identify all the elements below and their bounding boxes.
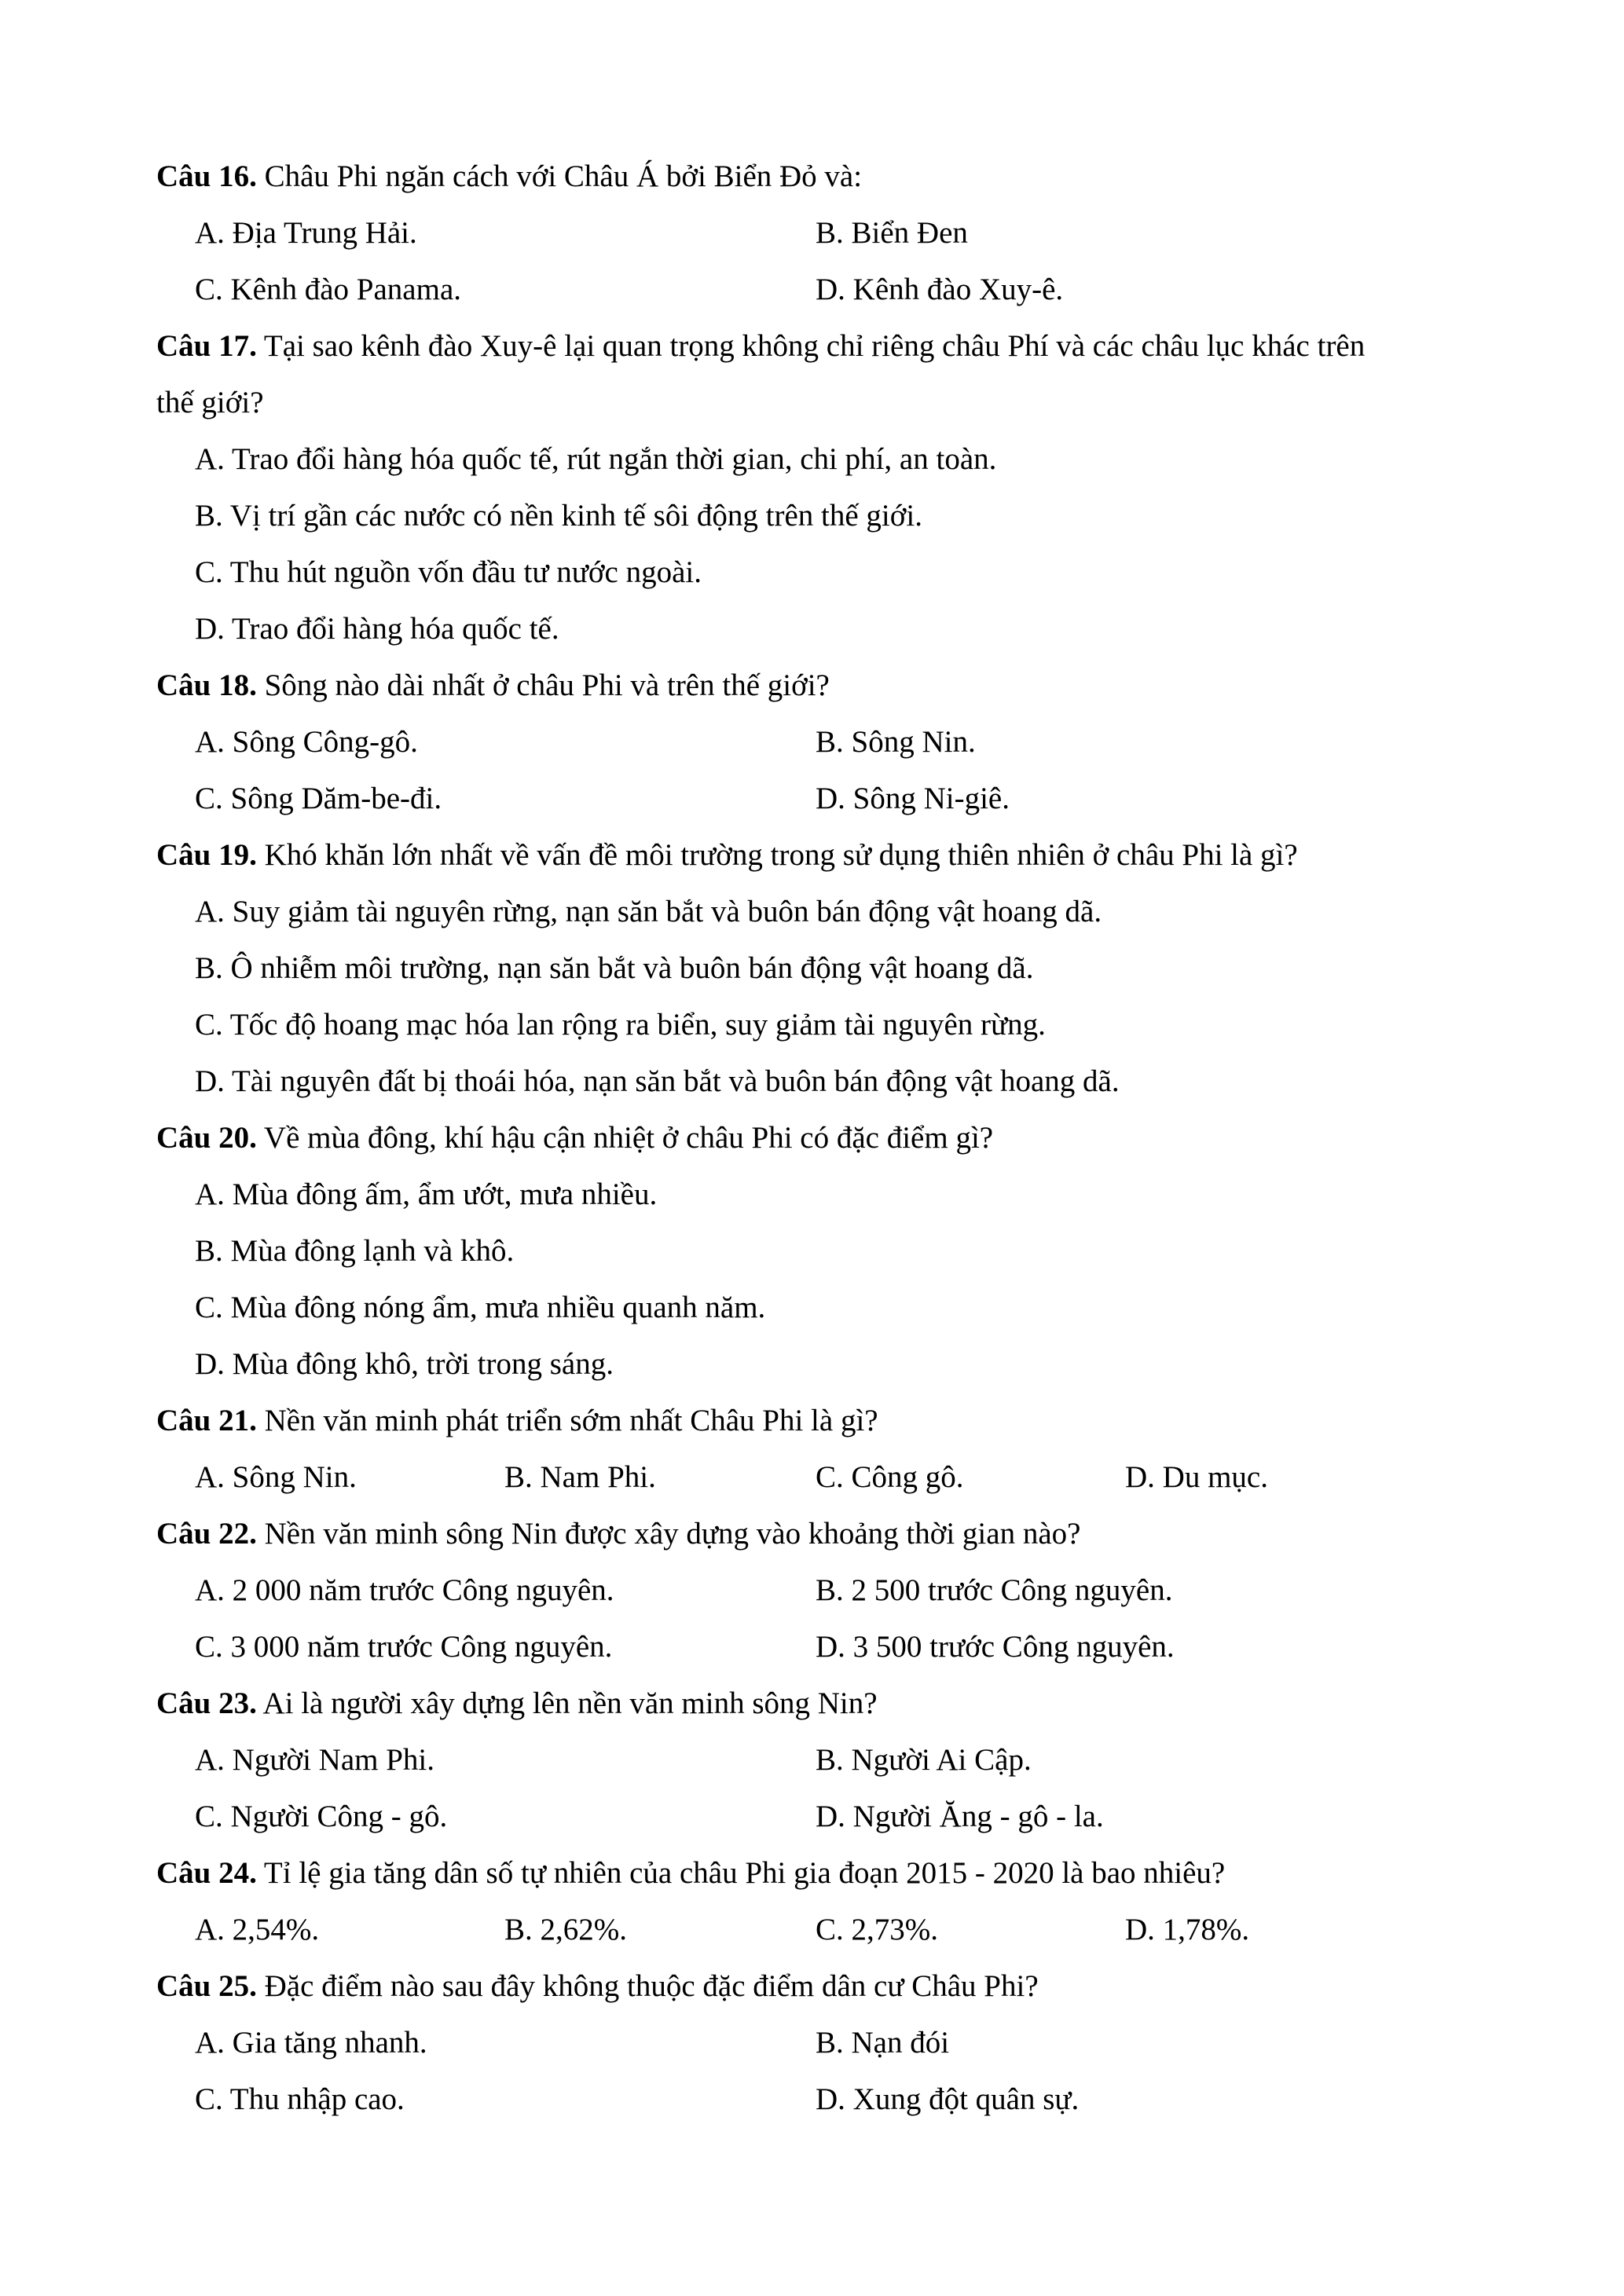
question-20 <box>0 1110 1624 1166</box>
question-19 <box>0 827 1624 884</box>
option-row <box>0 884 1624 940</box>
option-d: D. Xung đột quân sự. <box>816 2082 1080 2116</box>
question-number: Câu 17. <box>156 329 257 363</box>
option-row <box>0 1336 1624 1393</box>
option-b: B. 2 500 trước Công nguyên. <box>816 1573 1173 1607</box>
option-c: C. Mùa đông nóng ẩm, mưa nhiều quanh năm. <box>195 1291 766 1324</box>
option-row <box>0 431 1624 488</box>
question-text: Tỉ lệ gia tăng dân số tự nhiên của châu Phi gia đoạn 2015 - 2020 là bao nhiêu? <box>263 1856 1226 1890</box>
question-23 <box>0 1675 1624 1732</box>
option-b: B. Người Ai Cập. <box>816 1743 1032 1777</box>
option-a: A. Sông Công-gô. <box>195 725 418 759</box>
question-text: Châu Phi ngăn cách với Châu Á bởi Biển Đỏ và: <box>264 159 863 193</box>
option-c: C. Sông Dăm-be-đi. <box>195 782 442 815</box>
question-text: Nền văn minh sông Nin được xây dựng vào khoảng thời gian nào? <box>264 1517 1081 1551</box>
question-text: Nền văn minh phát triển sớm nhất Châu Phi là gì? <box>264 1404 878 1437</box>
option-c: C. 3 000 năm trước Công nguyên. <box>195 1630 613 1664</box>
option-d: D. Sông Ni-giê. <box>816 782 1010 815</box>
options-row <box>0 1789 1624 1845</box>
options-row <box>0 2015 1624 2071</box>
option-row <box>0 997 1624 1053</box>
question-number: Câu 19. <box>156 838 257 872</box>
option-b: B. 2,62%. <box>504 1913 627 1946</box>
option-d: D. Người Ăng - gô - la. <box>816 1800 1104 1833</box>
option-d: D. 3 500 trước Công nguyên. <box>816 1630 1175 1664</box>
option-d: D. Trao đổi hàng hóa quốc tế. <box>195 612 559 646</box>
option-c: C. Người Công - gô. <box>195 1800 448 1833</box>
option-a: A. Suy giảm tài nguyên rừng, nạn săn bắt và buôn bán động vật hoang dã. <box>195 895 1102 928</box>
question-text: Tại sao kênh đào Xuy-ê lại quan trọng không chỉ riêng châu Phí và các châu lục khác trên <box>263 329 1366 363</box>
option-c: C. Công gô. <box>816 1460 964 1494</box>
option-d: D. 1,78%. <box>1125 1913 1250 1946</box>
options-row <box>0 1562 1624 1619</box>
option-b: B. Nạn đói <box>816 2026 950 2060</box>
options-row <box>0 262 1624 318</box>
option-b: B. Vị trí gần các nước có nền kinh tế sôi động trên thế giới. <box>195 499 922 533</box>
option-a: A. Mùa đông ấm, ẩm ướt, mưa nhiều. <box>195 1177 658 1211</box>
option-d: D. Mùa đông khô, trời trong sáng. <box>195 1347 614 1381</box>
question-number: Câu 20. <box>156 1121 257 1155</box>
question-number: Câu 23. <box>156 1686 257 1720</box>
option-row <box>0 1053 1624 1110</box>
option-a: A. Sông Nin. <box>195 1460 357 1494</box>
option-d: D. Du mục. <box>1125 1460 1268 1494</box>
question-text-continued: thế giới? <box>156 386 264 419</box>
option-row <box>0 544 1624 601</box>
question-16 <box>0 148 1624 205</box>
option-b: B. Sông Nin. <box>816 725 976 759</box>
question-number: Câu 18. <box>156 668 257 702</box>
option-row <box>0 1223 1624 1280</box>
option-b: B. Ô nhiễm môi trường, nạn săn bắt và buôn bán động vật hoang dã. <box>195 951 1034 985</box>
option-row <box>0 488 1624 544</box>
option-a: A. Trao đổi hàng hóa quốc tế, rút ngắn thời gian, chi phí, an toàn. <box>195 442 997 476</box>
question-21 <box>0 1393 1624 1449</box>
option-c: C. Tốc độ hoang mạc hóa lan rộng ra biển, suy giảm tài nguyên rừng. <box>195 1008 1046 1042</box>
option-c: C. Thu nhập cao. <box>195 2082 405 2116</box>
option-a: A. Người Nam Phi. <box>195 1743 435 1777</box>
options-row <box>0 714 1624 771</box>
question-text: Sông nào dài nhất ở châu Phi và trên thế giới? <box>264 668 830 702</box>
option-c: C. Kênh đào Panama. <box>195 273 462 306</box>
option-a: A. 2 000 năm trước Công nguyên. <box>195 1573 614 1607</box>
question-18 <box>0 657 1624 714</box>
question-text: Ai là người xây dựng lên nền văn minh sông Nin? <box>262 1686 878 1720</box>
option-d: D. Tài nguyên đất bị thoái hóa, nạn săn bắt và buôn bán động vật hoang dã. <box>195 1064 1120 1098</box>
question-24 <box>0 1845 1624 1902</box>
options-row <box>0 771 1624 827</box>
question-number: Câu 25. <box>156 1969 257 2003</box>
option-c: C. 2,73%. <box>816 1913 938 1946</box>
option-d: D. Kênh đào Xuy-ê. <box>816 273 1064 306</box>
options-row <box>0 1902 1624 1958</box>
option-b: B. Nam Phi. <box>504 1460 656 1494</box>
options-row <box>0 1619 1624 1675</box>
question-text: Đặc điểm nào sau đây không thuộc đặc điểm dân cư Châu Phi? <box>264 1969 1039 2003</box>
question-text: Về mùa đông, khí hậu cận nhiệt ở châu Phi có đặc điểm gì? <box>263 1121 994 1155</box>
option-row <box>0 1280 1624 1336</box>
option-c: C. Thu hút nguồn vốn đầu tư nước ngoài. <box>195 555 702 589</box>
options-row <box>0 1449 1624 1506</box>
question-number: Câu 24. <box>156 1856 257 1890</box>
question-17-continued <box>0 375 1624 431</box>
question-25 <box>0 1958 1624 2015</box>
option-b: B. Biển Đen <box>816 216 968 250</box>
question-number: Câu 22. <box>156 1517 257 1551</box>
options-row <box>0 2071 1624 2128</box>
question-number: Câu 21. <box>156 1404 257 1437</box>
option-a: A. Gia tăng nhanh. <box>195 2026 427 2060</box>
option-row <box>0 940 1624 997</box>
question-number: Câu 16. <box>156 159 257 193</box>
option-b: B. Mùa đông lạnh và khô. <box>195 1234 515 1268</box>
options-row <box>0 1732 1624 1789</box>
option-a: A. Địa Trung Hải. <box>195 216 417 250</box>
option-a: A. 2,54%. <box>195 1913 320 1946</box>
option-row <box>0 1166 1624 1223</box>
question-22 <box>0 1506 1624 1562</box>
options-row <box>0 205 1624 262</box>
question-17 <box>0 318 1624 375</box>
question-text: Khó khăn lớn nhất về vấn đề môi trường trong sử dụng thiên nhiên ở châu Phi là gì? <box>264 838 1298 872</box>
option-row <box>0 601 1624 657</box>
